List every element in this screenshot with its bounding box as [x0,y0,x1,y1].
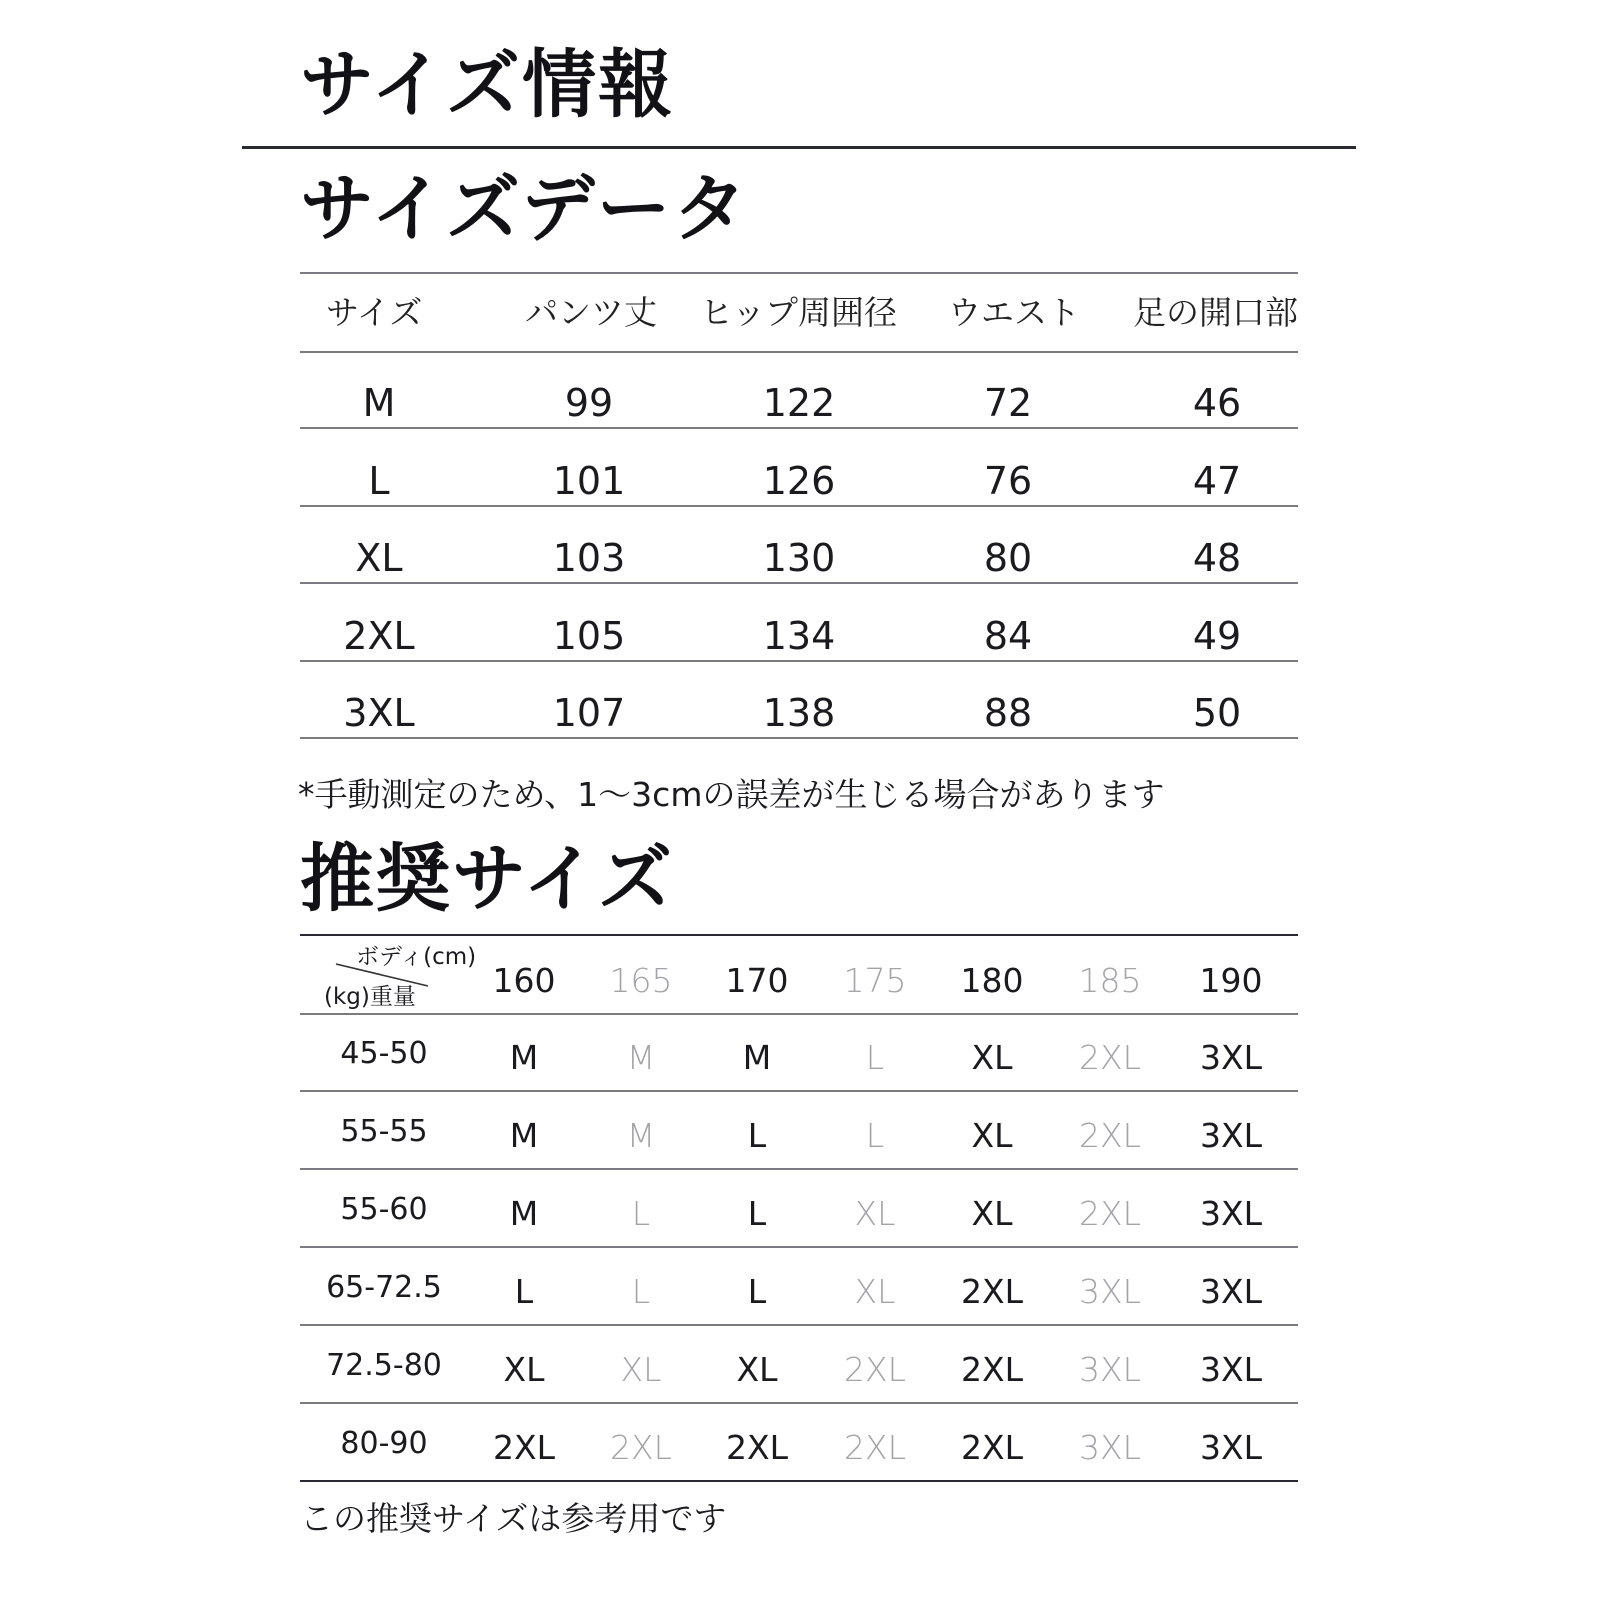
recommended-size-cell: 2XL [844,1350,906,1389]
recommended-size-cell: L [865,1038,885,1077]
recommended-size-cell: 2XL [961,1272,1023,1311]
recommended-size-cell: M [509,1116,539,1155]
size-table-cell: 88 [983,691,1033,735]
recommended-size-cell: 3XL [1200,1350,1262,1389]
size-table-cell: 80 [983,536,1033,580]
size-table-cell: 47 [1192,458,1242,503]
size-table-cell: 130 [762,536,836,580]
recommend-row-rule [300,1480,1298,1482]
recommended-size-cell: 2XL [610,1428,672,1467]
recommended-size-cell: 3XL [1200,1116,1262,1155]
size-table-row-rule [300,737,1298,739]
size-table-header-hem: 足の開口部 [1133,293,1298,332]
recommend-header-rule [300,1013,1298,1015]
weight-row-label: 55-55 [340,1114,428,1149]
recommended-size-cell: 3XL [1079,1350,1141,1389]
recommended-size-cell: XL [971,1116,1013,1155]
recommend-table-top-rule [300,934,1298,936]
height-column-header: 175 [843,961,907,1000]
weight-row-label: 45-50 [340,1036,428,1071]
recommended-size-cell: 2XL [1079,1116,1141,1155]
recommend-row-rule [300,1246,1298,1248]
size-table-row-rule [300,505,1298,507]
recommended-size-cell: 2XL [1079,1194,1141,1233]
recommended-size-cell: XL [854,1194,896,1233]
size-table-cell: 103 [552,536,626,580]
height-column-header: 180 [960,961,1024,1000]
size-table-cell: 107 [552,691,626,735]
recommended-size-cell: 2XL [1079,1038,1141,1077]
size-table-row-rule [300,427,1298,429]
corner-weight-label: (kg)重量 [324,984,416,1010]
size-table-header-waist: ウエスト [948,293,1080,332]
size-table-top-rule [300,272,1298,274]
size-table-cell: 46 [1192,381,1242,425]
size-data-heading: サイズデータ [300,166,749,252]
title-divider [242,146,1356,149]
size-table-cell: 105 [552,613,626,658]
recommended-size-cell: XL [971,1194,1013,1233]
size-table-cell: 76 [983,458,1033,503]
recommend-row-rule [300,1324,1298,1326]
recommended-size-cell: M [626,1038,656,1077]
height-column-header: 170 [725,961,789,1000]
recommended-size-cell: M [509,1194,539,1233]
recommended-size-cell: L [514,1272,534,1311]
recommended-size-cell: M [742,1038,772,1077]
size-table-cell: 99 [564,381,614,425]
size-table-cell: 122 [762,381,836,425]
recommended-size-cell: XL [854,1272,896,1311]
page-title: サイズ情報 [300,42,675,128]
size-table-header-rule [300,351,1298,353]
recommended-size-cell: 2XL [726,1428,788,1467]
size-table-cell: XL [355,536,403,580]
size-table-cell: 72 [983,381,1033,425]
recommended-size-cell: L [631,1194,651,1233]
measurement-note: *手動測定のため、1〜3cmの誤差が生じる場合があります [298,775,1165,814]
weight-row-label: 65-72.5 [326,1270,442,1305]
size-table-header-length: パンツ丈 [525,293,657,332]
recommend-heading: 推奨サイズ [300,836,675,922]
recommended-size-cell: 3XL [1200,1038,1262,1077]
recommended-size-cell: L [631,1272,651,1311]
size-table-header-size: サイズ [326,293,423,332]
recommended-size-cell: 3XL [1200,1194,1262,1233]
size-table-cell: 126 [762,458,836,503]
recommended-size-cell: 2XL [493,1428,555,1467]
recommended-size-cell: 3XL [1079,1272,1141,1311]
size-table-row-rule [300,582,1298,584]
recommended-size-cell: 2XL [961,1350,1023,1389]
size-table-header-hip: ヒップ周囲径 [700,293,898,332]
recommend-row-rule [300,1090,1298,1092]
corner-height-label: ボディ(cm) [356,944,477,970]
weight-row-label: 55-60 [340,1192,428,1227]
recommended-size-cell: L [747,1194,767,1233]
recommended-size-cell: 3XL [1079,1428,1141,1467]
size-table-cell: 138 [762,691,836,735]
size-table-cell: 101 [552,458,626,503]
size-table-row-rule [300,660,1298,662]
size-table-cell: 134 [762,613,836,658]
height-column-header: 160 [492,961,556,1000]
recommended-size-cell: L [747,1272,767,1311]
recommended-size-cell: 2XL [961,1428,1023,1467]
recommended-size-cell: XL [736,1350,778,1389]
size-table-cell: L [368,458,390,503]
recommended-size-cell: L [865,1116,885,1155]
size-table-cell: 49 [1192,613,1242,658]
recommended-size-cell: XL [503,1350,545,1389]
recommend-row-rule [300,1168,1298,1170]
recommended-size-cell: M [626,1116,656,1155]
recommended-size-cell: 2XL [844,1428,906,1467]
recommended-size-cell: 3XL [1200,1428,1262,1467]
height-column-header: 190 [1199,961,1263,1000]
recommend-row-rule [300,1402,1298,1404]
size-table-cell: M [362,381,396,425]
size-table-cell: 3XL [343,691,415,735]
size-table-cell: 84 [983,613,1033,658]
weight-row-label: 72.5-80 [326,1348,442,1383]
recommended-size-cell: XL [971,1038,1013,1077]
recommended-size-cell: 3XL [1200,1272,1262,1311]
weight-row-label: 80-90 [340,1426,428,1461]
recommended-size-cell: L [747,1116,767,1155]
height-column-header: 185 [1078,961,1142,1000]
recommended-size-cell: XL [620,1350,662,1389]
size-table-cell: 50 [1192,691,1242,735]
size-table-cell: 48 [1192,536,1242,580]
recommend-note: この推奨サイズは参考用です [300,1499,727,1538]
recommended-size-cell: M [509,1038,539,1077]
height-column-header: 165 [609,961,673,1000]
size-table-cell: 2XL [343,613,415,658]
